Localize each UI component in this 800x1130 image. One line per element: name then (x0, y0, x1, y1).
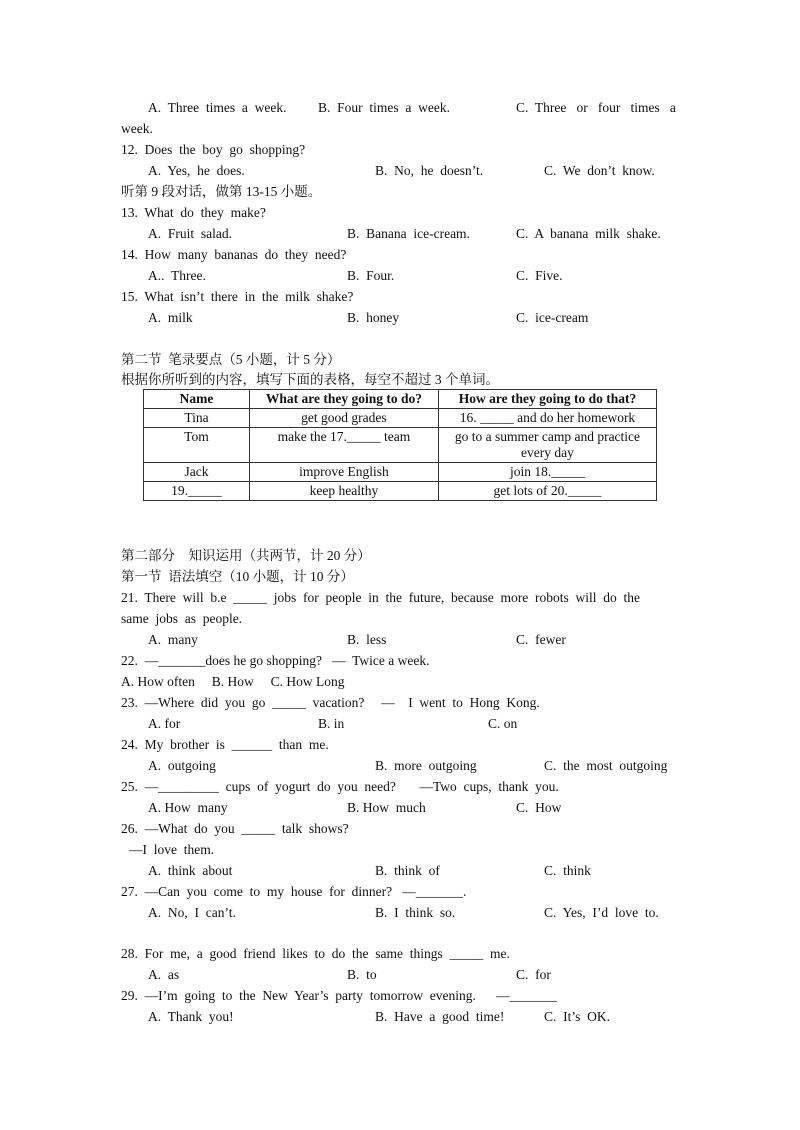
text-line: 29. —I’m going to the New Year’s party tomorrow evening. —_______ (121, 988, 557, 1003)
text-line: A. as (148, 967, 180, 982)
header-what: What are they going to do? (249, 390, 438, 409)
table-cell: keep healthy (249, 482, 438, 501)
text-line: C. for (516, 967, 551, 982)
text-line: B. less (347, 632, 387, 647)
text-line: C. It’s OK. (544, 1009, 611, 1024)
text-line: 25. —_________ cups of yogurt do you need? —Two cups, thank you. (121, 779, 559, 794)
text-line: C. Three or four times a (516, 100, 676, 115)
text-line: A. outgoing (148, 758, 216, 773)
text-line: B. No, he doesn’t. (375, 163, 484, 178)
text-line: 22. —_______does he go shopping? — Twice a week. (121, 653, 430, 668)
text-line: B. honey (347, 310, 400, 325)
text-line: 13. What do they make? (121, 205, 266, 220)
text-line: A. No, I can’t. (148, 905, 236, 920)
text-line: A. for (148, 716, 181, 731)
text-line: 14. How many bananas do they need? (121, 247, 347, 262)
text-line: week. (121, 121, 153, 136)
text-line: C. A banana milk shake. (516, 226, 661, 241)
text-line: 第二节 笔录要点（5 小题，计 5 分） (121, 352, 341, 367)
text-line: A.. Three. (148, 268, 206, 283)
text-line: C. fewer (516, 632, 566, 647)
text-line: 第一节 语法填空（10 小题，计 10 分） (121, 569, 354, 584)
text-line: 24. My brother is ______ than me. (121, 737, 329, 752)
table-row (144, 428, 657, 463)
text-line: B. Have a good time! (375, 1009, 505, 1024)
table-cell: Tina (144, 409, 250, 428)
text-line: —I love them. (129, 842, 215, 857)
text-line: A. How many (148, 800, 228, 815)
text-line: 听第 9 段对话，做第 13-15 小题。 (121, 184, 322, 199)
text-line: A. Yes, he does. (148, 163, 245, 178)
text-line: B. to (347, 967, 377, 982)
table-cell: Tom (144, 428, 250, 463)
text-line: same jobs as people. (121, 611, 243, 626)
text-line: 根据你所听到的内容，填写下面的表格，每空不超过 3 个单词。 (121, 372, 499, 387)
text-line: 21. There will b.e _____ jobs for people in the future, because more robots will do the (121, 590, 641, 605)
text-line: 15. What isn’t there in the milk shake? (121, 289, 354, 304)
header-how: How are they going to do that? (438, 390, 656, 409)
text-line: C. Yes, I’d love to. (544, 905, 659, 920)
text-line: A. milk (148, 310, 193, 325)
text-line: B. in (318, 716, 345, 731)
text-line: C. Five. (516, 268, 563, 283)
header-name: Name (144, 390, 250, 409)
text-line: B. think of (375, 863, 440, 878)
table-row (144, 409, 657, 428)
table-cell: 16. _____ and do her homework (438, 409, 656, 428)
table-header-row (144, 390, 657, 409)
text-line: 27. —Can you come to my house for dinner? —_______. (121, 884, 467, 899)
table-row (144, 463, 657, 482)
text-line: A. How often B. How C. How Long (121, 674, 345, 689)
text-line: 12. Does the boy go shopping? (121, 142, 306, 157)
table-cell: go to a summer camp and practice every day (438, 428, 656, 463)
text-line: A. many (148, 632, 198, 647)
text-line: 26. —What do you _____ talk shows? (121, 821, 349, 836)
text-line: C. on (488, 716, 518, 731)
text-line: C. think (544, 863, 591, 878)
text-line: C. ice-cream (516, 310, 589, 325)
text-line: A. think about (148, 863, 233, 878)
text-line: 23. —Where did you go _____ vacation? — I went to Hong Kong. (121, 695, 540, 710)
text-line: A. Fruit salad. (148, 226, 232, 241)
notes-table (143, 389, 657, 501)
text-line: B. Four times a week. (318, 100, 450, 115)
text-line: B. Banana ice-cream. (347, 226, 470, 241)
text-line: B. I think so. (375, 905, 456, 920)
table-row (144, 482, 657, 501)
text-line: 28. For me, a good friend likes to do the same things _____ me. (121, 946, 510, 961)
table-cell: get lots of 20._____ (438, 482, 656, 501)
table-cell: make the 17._____ team (249, 428, 438, 463)
text-line: 第二部分 知识运用（共两节，计 20 分） (121, 548, 371, 563)
text-line: C. How (516, 800, 562, 815)
text-line: B. more outgoing (375, 758, 477, 773)
table-cell: Jack (144, 463, 250, 482)
table-cell: 19._____ (144, 482, 250, 501)
text-line: B. How much (347, 800, 426, 815)
table-cell: improve English (249, 463, 438, 482)
text-line: A. Thank you! (148, 1009, 234, 1024)
table-cell: get good grades (249, 409, 438, 428)
text-line: A. Three times a week. (148, 100, 287, 115)
text-line: C. the most outgoing (544, 758, 668, 773)
text-line: C. We don’t know. (544, 163, 655, 178)
table-cell: join 18._____ (438, 463, 656, 482)
text-line: B. Four. (347, 268, 395, 283)
